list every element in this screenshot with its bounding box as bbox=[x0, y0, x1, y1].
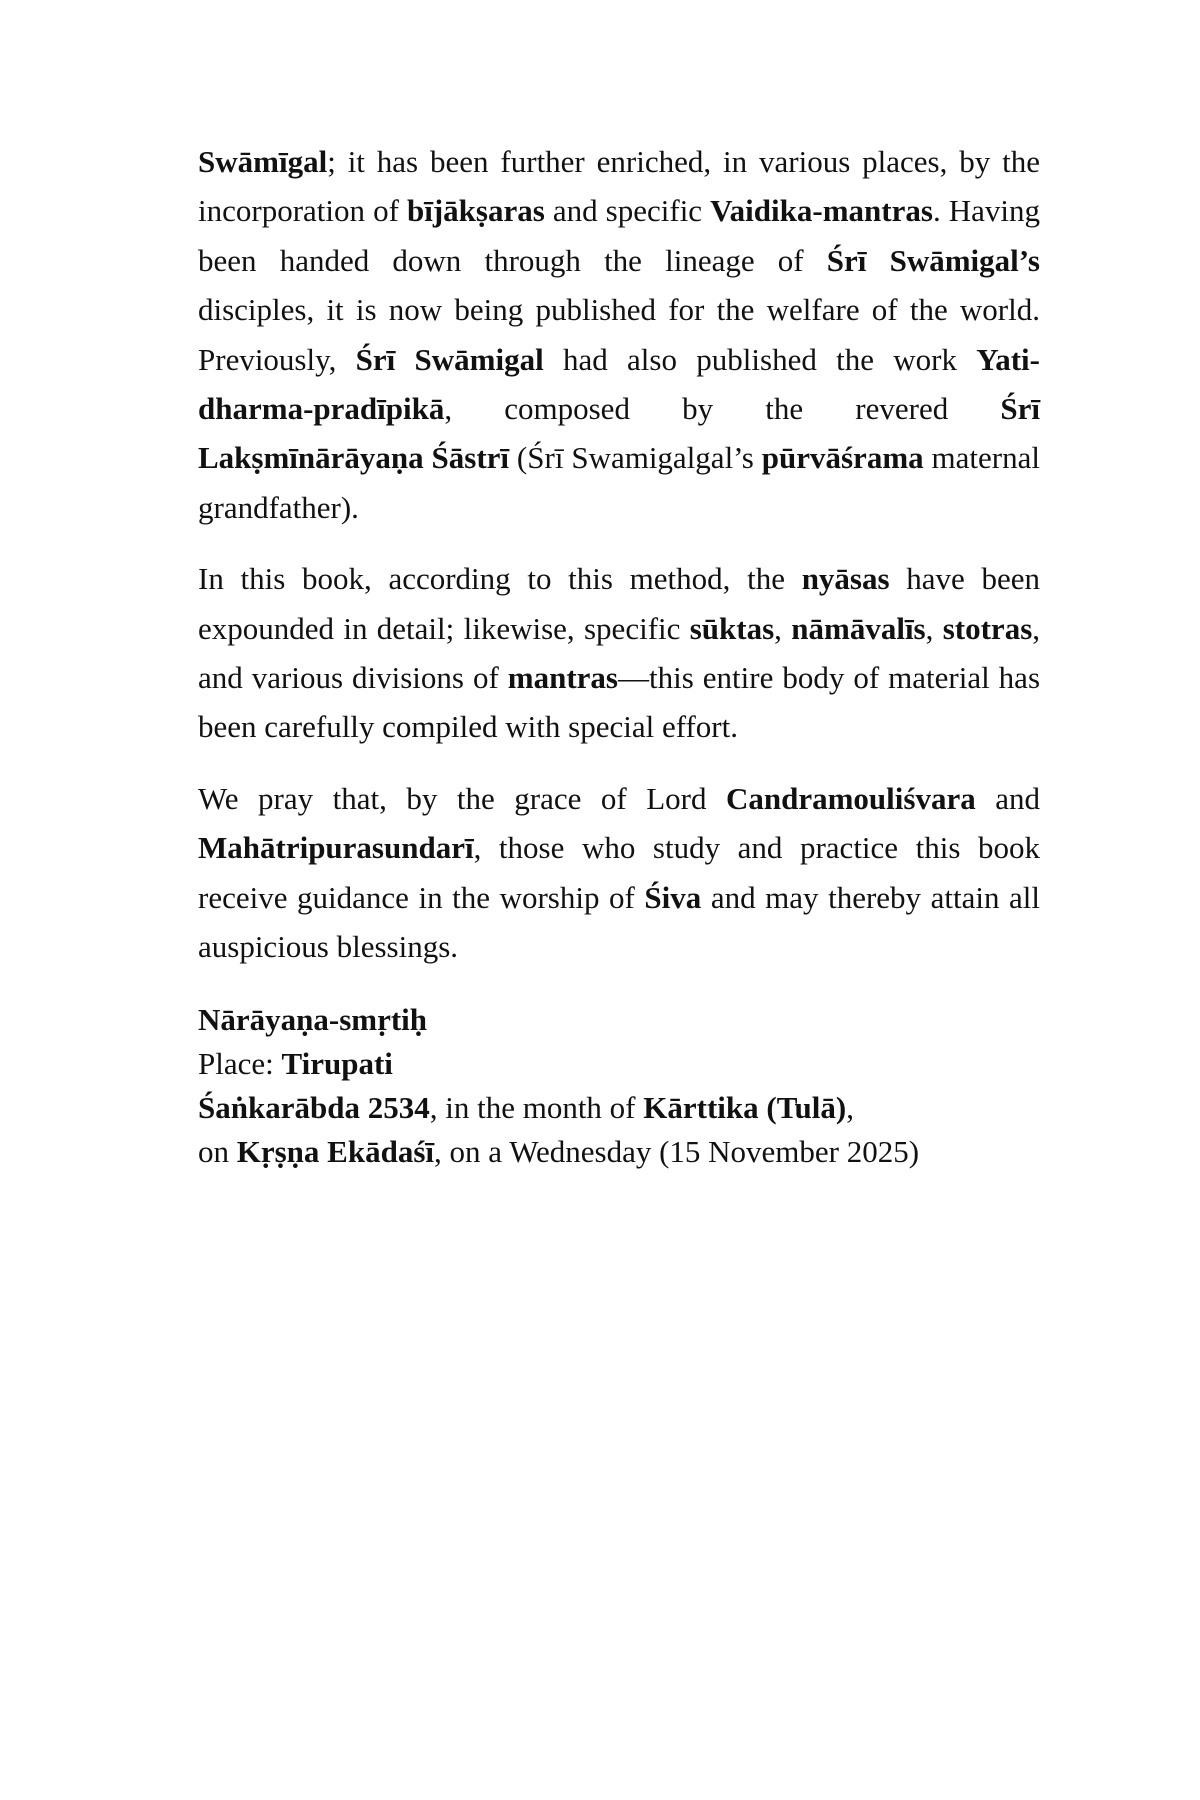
bold-term: Śrī Swāmigal’s bbox=[826, 242, 1040, 278]
text-run: Place: bbox=[198, 1045, 282, 1081]
text-run: , bbox=[846, 1089, 854, 1125]
bold-term: bījākṣaras bbox=[406, 193, 545, 229]
text-run: . Having been handed down through the lineage of bbox=[198, 193, 1041, 278]
bold-term: Śaṅkarābda 2534 bbox=[198, 1089, 430, 1125]
bold-term: Kārttika (Tulā) bbox=[643, 1089, 847, 1125]
signature-date-day bbox=[198, 1130, 1040, 1174]
text-run: , bbox=[925, 610, 943, 646]
paragraph-publication-history bbox=[198, 137, 1040, 532]
text-run: , in the month of bbox=[429, 1089, 644, 1125]
text-run: and may thereby attain all auspicious blessings. bbox=[198, 879, 1041, 965]
bold-term: Nārāyaṇa-smṛtiḥ bbox=[198, 1001, 428, 1037]
text-run: , composed by the revered bbox=[444, 391, 1001, 427]
signature-author bbox=[198, 998, 1040, 1042]
bold-term: Kṛṣṇa Ekādaśī bbox=[236, 1133, 435, 1169]
paragraph-book-contents bbox=[198, 554, 1040, 752]
text-run: on bbox=[198, 1133, 237, 1169]
text-run: (Śrī Swamigalgal’s bbox=[509, 440, 762, 476]
bold-term: Candramouliśvara bbox=[725, 780, 976, 816]
document-page bbox=[198, 137, 1040, 1174]
bold-term: pūrvāśrama bbox=[761, 440, 924, 476]
bold-term: Yati-dharma-pradīpikā bbox=[198, 341, 1040, 427]
bold-term: sūktas bbox=[689, 610, 775, 646]
text-run: In this book, according to this method, the bbox=[198, 561, 802, 597]
text-run: , bbox=[774, 610, 792, 646]
signature-date-month bbox=[198, 1086, 1040, 1130]
text-run: and bbox=[975, 780, 1040, 816]
text-run: —this entire body of material has been carefully compiled with special effort. bbox=[198, 660, 1041, 745]
text-run: ; it has been further enriched, in various places, by the incorporation of bbox=[198, 144, 1040, 229]
signature-block bbox=[198, 998, 1040, 1174]
text-run: , and various divisions of bbox=[198, 610, 1041, 696]
text-run: , those who study and practice this book receive guidance in the worship of bbox=[198, 830, 1040, 915]
bold-term: Swāmīgal bbox=[198, 144, 328, 179]
bold-term: Vaidika-mantras bbox=[710, 193, 933, 229]
body-text bbox=[198, 137, 1040, 972]
paragraph-prayer bbox=[198, 774, 1040, 972]
bold-term: Tirupati bbox=[281, 1045, 393, 1081]
text-run: maternal grandfather). bbox=[198, 440, 1040, 525]
signature-place bbox=[198, 1042, 1040, 1086]
text-run: , on a Wednesday (15 November 2025) bbox=[434, 1133, 920, 1169]
bold-term: Śrī Swāmigal bbox=[355, 341, 544, 377]
bold-term: Mahātripurasundarī bbox=[198, 830, 474, 866]
text-run: disciples, it is now being published for the welfare of the world. Previously, bbox=[198, 292, 1040, 377]
bold-term: Śiva bbox=[644, 879, 702, 915]
bold-term: mantras bbox=[507, 660, 618, 696]
bold-term: nyāsas bbox=[801, 561, 890, 597]
text-run: had also published the work bbox=[543, 341, 977, 377]
bold-term: Śrī Lakṣmīnārāyaṇa Śāstrī bbox=[198, 391, 1040, 476]
text-run: and specific bbox=[544, 193, 711, 229]
bold-term: nāmāvalīs bbox=[791, 610, 926, 646]
text-run: We pray that, by the grace of Lord bbox=[198, 780, 726, 816]
bold-term: stotras bbox=[942, 610, 1033, 646]
text-run: have been expounded in detail; likewise, specific bbox=[198, 561, 1040, 646]
